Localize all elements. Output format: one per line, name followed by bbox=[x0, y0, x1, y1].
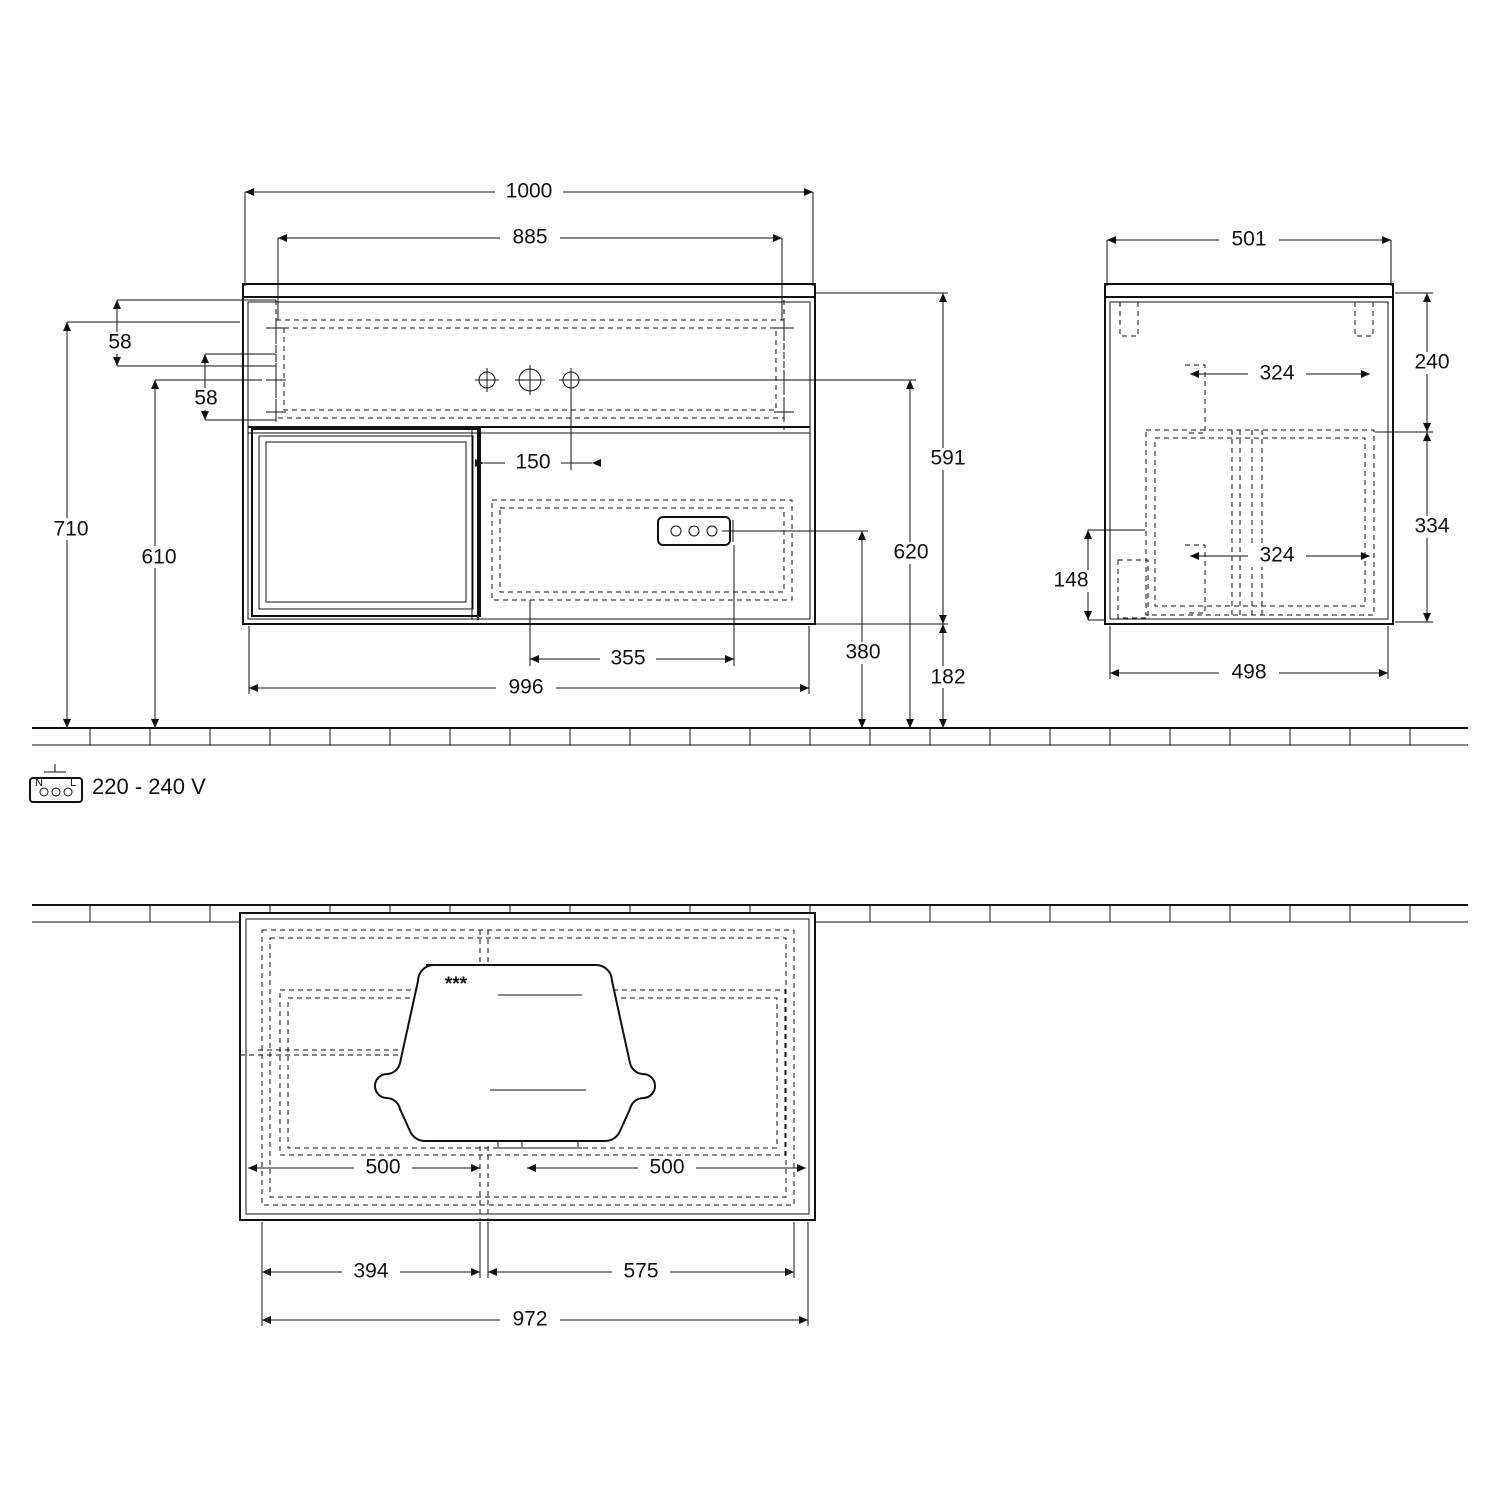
side-elevation-view bbox=[1045, 228, 1458, 684]
dim-501-label: 501 bbox=[1231, 227, 1267, 251]
dim-575 bbox=[488, 1222, 794, 1283]
side-countertop bbox=[1105, 284, 1393, 297]
dim-240-label: 240 bbox=[1414, 350, 1450, 374]
dim-885-label: 885 bbox=[512, 225, 548, 249]
dim-996-label: 996 bbox=[508, 675, 544, 699]
dim-58-upper-label: 58 bbox=[108, 330, 132, 354]
front-elevation-view bbox=[46, 180, 974, 728]
dim-334-label: 334 bbox=[1414, 514, 1450, 538]
dim-148-label: 148 bbox=[1053, 568, 1089, 592]
top-basin-outline bbox=[375, 965, 655, 1148]
dim-500-left-label: 500 bbox=[365, 1155, 401, 1179]
dim-610-label: 610 bbox=[141, 545, 177, 569]
dim-710 bbox=[46, 322, 240, 728]
dim-355-label: 355 bbox=[610, 646, 646, 670]
power-socket-icon bbox=[30, 764, 82, 802]
svg-text:N: N bbox=[35, 777, 43, 789]
dim-575-label: 575 bbox=[623, 1259, 659, 1283]
dim-501 bbox=[1107, 228, 1391, 286]
dim-334 bbox=[1395, 432, 1458, 622]
floor-line-upper bbox=[32, 728, 1468, 745]
dim-591-label: 591 bbox=[930, 446, 966, 470]
dim-380-label: 380 bbox=[845, 640, 881, 664]
side-cabinet-body bbox=[1105, 297, 1393, 624]
dim-972-label: 972 bbox=[512, 1307, 548, 1331]
dim-591 bbox=[815, 293, 974, 624]
dim-996 bbox=[249, 626, 809, 699]
dim-498 bbox=[1110, 626, 1388, 684]
power-symbol-group bbox=[30, 764, 206, 802]
dim-182-label: 182 bbox=[930, 665, 966, 689]
dim-710-label: 710 bbox=[53, 517, 89, 541]
top-view bbox=[32, 905, 1468, 1331]
power-label: 220 - 240 V bbox=[92, 773, 206, 799]
dim-324-upper-label: 324 bbox=[1259, 361, 1295, 385]
dim-58-lower-label: 58 bbox=[194, 386, 218, 410]
dim-620-label: 620 bbox=[893, 540, 929, 564]
dim-182 bbox=[922, 624, 974, 728]
dim-498-label: 498 bbox=[1231, 660, 1267, 684]
dim-394-label: 394 bbox=[353, 1259, 389, 1283]
dim-394 bbox=[262, 1222, 480, 1283]
dim-1000-label: 1000 bbox=[505, 179, 553, 203]
asterisk-note: *** bbox=[444, 974, 468, 996]
dim-500-right-label: 500 bbox=[649, 1155, 685, 1179]
front-countertop bbox=[243, 284, 815, 297]
dim-150-label: 150 bbox=[515, 450, 551, 474]
dim-324-lower-label: 324 bbox=[1259, 543, 1295, 567]
svg-text:L: L bbox=[70, 777, 77, 789]
